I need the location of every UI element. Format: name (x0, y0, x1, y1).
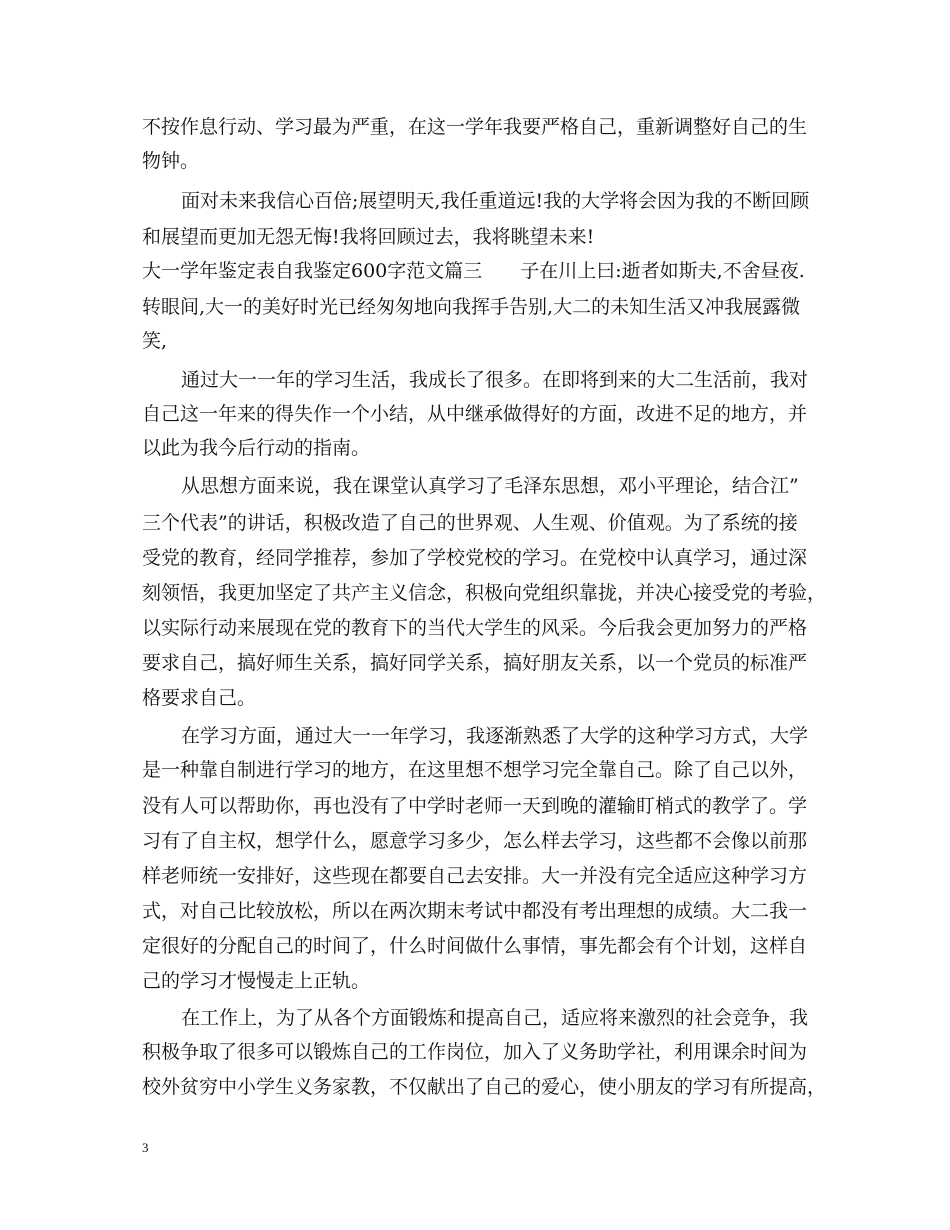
text-line: 从思想方面来说，我在课堂认真学习了毛泽东思想，邓小平理论，结合江” (181, 475, 799, 497)
text-line: 是一种靠自制进行学习的地方，在这里想不想学习完全靠自己。除了自己以外， (142, 759, 808, 781)
text-line: 式，对自己比较放松，所以在两次期末考试中都没有考出理想的成绩。大二我一 (142, 900, 808, 922)
text-line: 样老师统一安排好，这些现在都要自己去安排。大一并没有完全适应这种学习方 (142, 865, 808, 887)
text-line: 在工作上，为了从各个方面锻炼和提高自己，适应将来激烈的社会竞争，我 (181, 1007, 809, 1029)
text-line: 转眼间,大一的美好时光已经匆匆地向我挥手告别,大二的未知生活又冲我展露微 (142, 296, 801, 318)
text-line: 受党的教育，经同学推荐，参加了学校党校的学习。在党校中认真学习，通过深 (142, 547, 808, 569)
text-line: 和展望而更加无怨无悔!我将回顾过去，我将眺望未来! (142, 226, 595, 248)
page-number: 3 (142, 1140, 149, 1155)
text-line: 不按作息行动、学习最为严重，在这一学年我要严格自己，重新调整好自己的生 (142, 116, 808, 138)
text-line: 自己这一年来的得失作一个小结，从中继承做得好的方面，改进不足的地方，并 (142, 403, 808, 425)
text-line: 己的学习才慢慢走上正轨。 (142, 970, 371, 992)
text-line: 三个代表”的讲话，积极改造了自己的世界观、人生观、价值观。为了系统的接 (142, 512, 798, 534)
text-line: 刻领悟，我更加坚定了共产主义信念，积极向党组织靠拢，并决心接受党的考验， (142, 582, 827, 604)
text-line: 以实际行动来展现在党的教育下的当代大学生的风采。今后我会更加努力的严格 (142, 617, 808, 639)
text-line: 面对未来我信心百倍;展望明天,我任重道远!我的大学将会因为我的不断回顾 (181, 190, 810, 212)
text-line: 定很好的分配自己的时间了，什么时间做什么事情，事先都会有个计划，这样自 (142, 935, 808, 957)
text-line: 通过大一一年的学习生活，我成长了很多。在即将到来的大二生活前，我对 (181, 369, 809, 391)
text-line: 习有了自主权，想学什么，愿意学习多少，怎么样去学习，这些都不会像以前那 (142, 830, 808, 852)
section-heading-line: 大一学年鉴定表自我鉴定600字范文篇三 子在川上曰:逝者如斯夫,不舍昼夜. (142, 260, 805, 282)
text-line: 积极争取了很多可以锻炼自己的工作岗位，加入了义务助学社，利用课余时间为 (142, 1041, 808, 1063)
text-line: 校外贫穷中小学生义务家教，不仅献出了自己的爱心，使小朋友的学习有所提高， (142, 1076, 827, 1098)
text-line: 在学习方面，通过大一一年学习，我逐渐熟悉了大学的这种学习方式，大学 (181, 725, 809, 747)
text-line: 要求自己，搞好师生关系，搞好同学关系，搞好朋友关系，以一个党员的标准严 (142, 652, 808, 674)
text-line: 格要求自己。 (142, 687, 257, 709)
text-line: 物钟。 (142, 150, 200, 172)
text-line: 没有人可以帮助你，再也没有了中学时老师一天到晚的灌输盯梢式的教学了。学 (142, 795, 808, 817)
text-line: 笑, (142, 330, 168, 352)
text-line: 以此为我今后行动的指南。 (142, 437, 371, 459)
